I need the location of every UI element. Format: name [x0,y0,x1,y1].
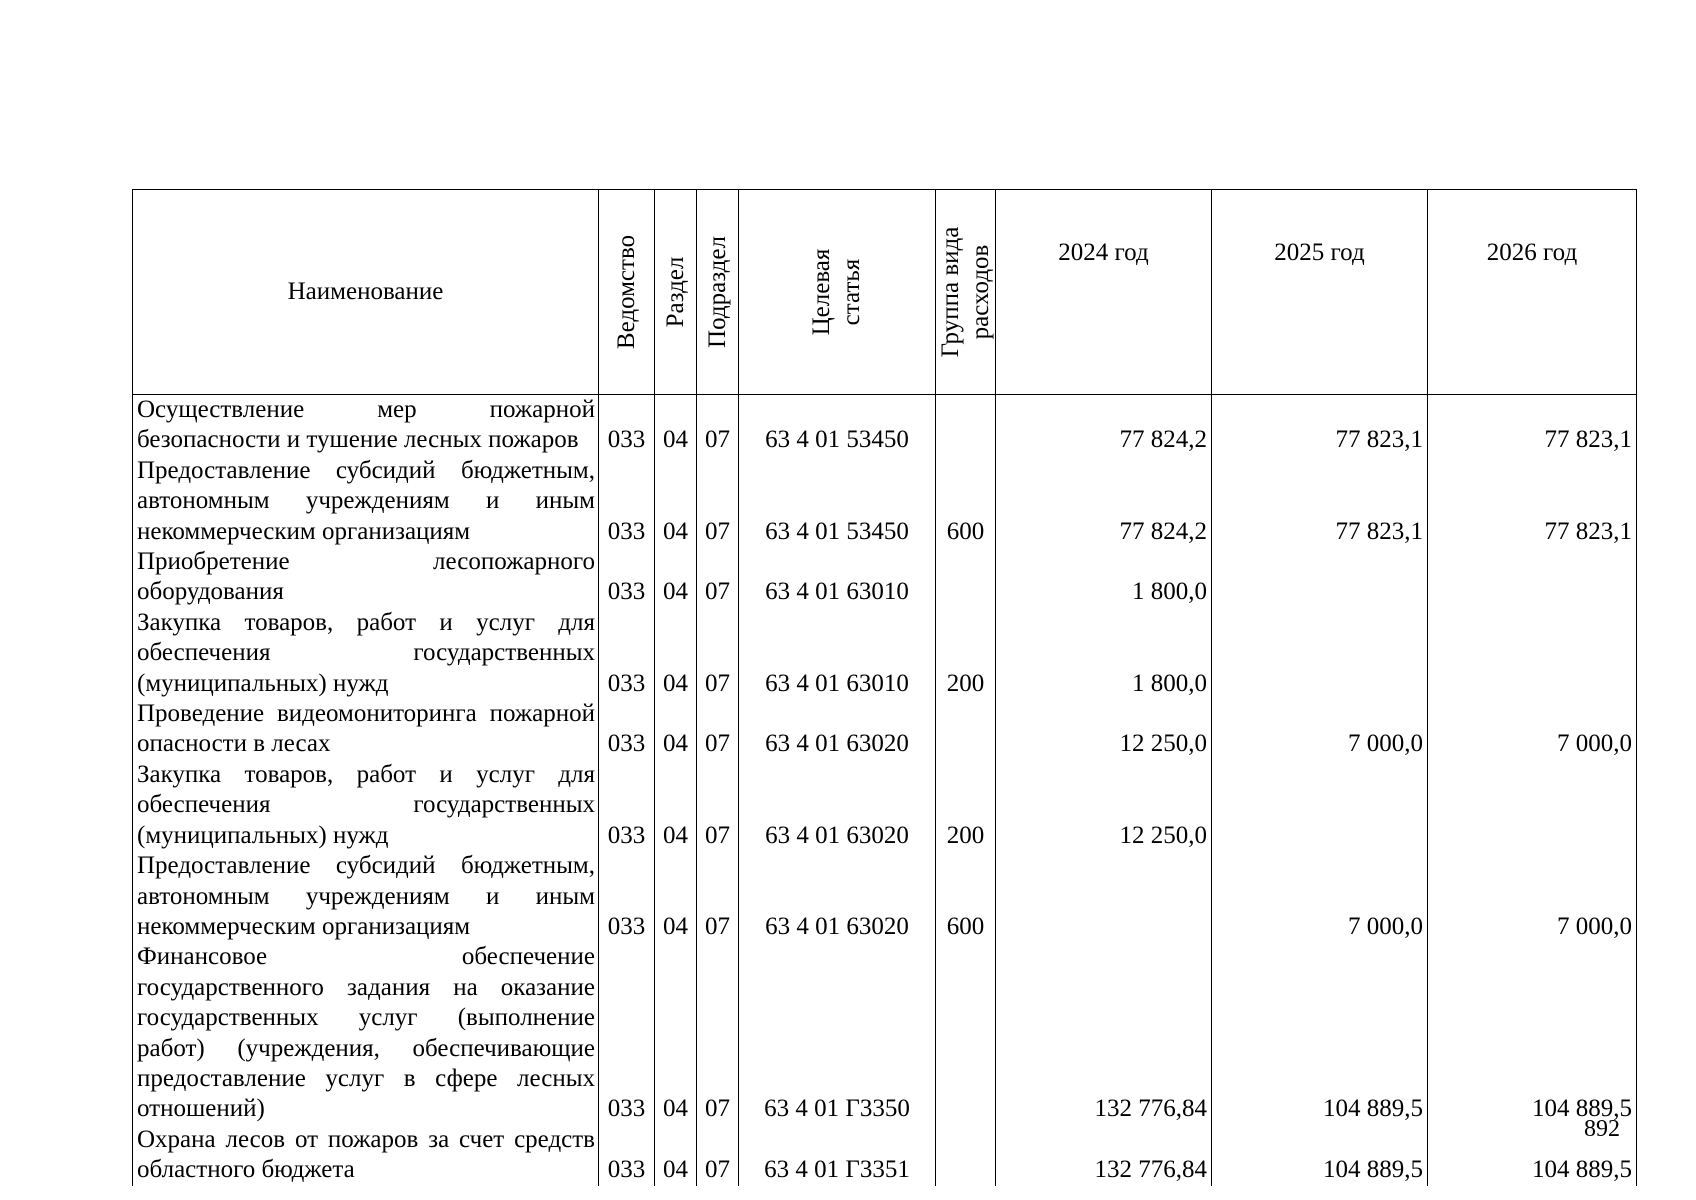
row-amount-2025: 104 889,5 [1212,1125,1428,1186]
row-razdel: 04 [655,395,697,456]
table-row [133,456,1637,547]
row-target-article: 63 4 01 63010 [739,547,936,608]
row-vedomstvo: 033 [599,395,655,456]
row-amount-2026: 77 823,1 [1428,395,1637,456]
row-razdel: 04 [655,760,697,851]
row-amount-2024: 12 250,0 [996,699,1212,760]
row-name: Осуществление мер пожарной безопасности и тушение лесных пожаров [133,395,599,456]
row-name: Охрана лесов от пожаров за счет средств областного бюджета [133,1125,599,1186]
row-amount-2025 [1212,608,1428,699]
row-vedomstvo: 033 [599,851,655,942]
row-amount-2024: 1 800,0 [996,547,1212,608]
table-row [133,1125,1637,1186]
header-2024: 2024 год [996,190,1212,395]
header-2025: 2025 год [1212,190,1428,395]
row-amount-2025: 7 000,0 [1212,699,1428,760]
row-amount-2026 [1428,760,1637,851]
row-vedomstvo: 033 [599,942,655,1124]
row-target-article: 63 4 01 Г3350 [739,942,936,1124]
row-amount-2026: 7 000,0 [1428,699,1637,760]
row-name: Предоставление субсидий бюджетным, автономным учреждениям и иным некоммерческим организациям [133,851,599,942]
table-row [133,395,1637,456]
row-vedomstvo: 033 [599,547,655,608]
row-vedomstvo: 033 [599,760,655,851]
row-amount-2024: 1 800,0 [996,608,1212,699]
row-target-article: 63 4 01 53450 [739,395,936,456]
row-expense-group: 600 [936,851,996,942]
row-amount-2024: 12 250,0 [996,760,1212,851]
row-target-article: 63 4 01 63020 [739,760,936,851]
row-amount-2026: 77 823,1 [1428,456,1637,547]
row-razdel: 04 [655,1125,697,1186]
row-target-article: 63 4 01 63010 [739,608,936,699]
row-amount-2024 [996,851,1212,942]
row-amount-2024: 132 776,84 [996,1125,1212,1186]
row-vedomstvo: 033 [599,608,655,699]
table-row [133,851,1637,942]
budget-table [132,189,1637,1186]
table-row [133,699,1637,760]
row-amount-2026: 104 889,5 [1428,942,1637,1124]
row-amount-2025 [1212,547,1428,608]
row-podrazdel: 07 [697,699,739,760]
header-razdel: Раздел [655,190,697,395]
row-name: Закупка товаров, работ и услуг для обеспечения государственных (муниципальных) нужд [133,608,599,699]
row-razdel: 04 [655,547,697,608]
row-razdel: 04 [655,851,697,942]
row-target-article: 63 4 01 53450 [739,456,936,547]
row-amount-2024: 77 824,2 [996,456,1212,547]
row-amount-2025 [1212,760,1428,851]
row-vedomstvo: 033 [599,456,655,547]
row-expense-group [936,699,996,760]
row-amount-2025: 77 823,1 [1212,395,1428,456]
row-expense-group: 200 [936,608,996,699]
header-target-article: Целевая статья [739,190,936,395]
row-expense-group [936,395,996,456]
table-row [133,942,1637,1124]
row-amount-2026: 104 889,5 [1428,1125,1637,1186]
row-target-article: 63 4 01 63020 [739,699,936,760]
row-podrazdel: 07 [697,395,739,456]
row-razdel: 04 [655,942,697,1124]
row-razdel: 04 [655,608,697,699]
row-expense-group [936,942,996,1124]
row-name: Финансовое обеспечение государственного задания на оказание государственных услуг (выполнение работ) (учреждения, обеспечивающие предоставление услуг в сфере лесных отношений) [133,942,599,1124]
row-name: Предоставление субсидий бюджетным, автономным учреждениям и иным некоммерческим организациям [133,456,599,547]
row-vedomstvo: 033 [599,699,655,760]
row-razdel: 04 [655,699,697,760]
row-amount-2024: 77 824,2 [996,395,1212,456]
row-target-article: 63 4 01 63020 [739,851,936,942]
header-podrazdel: Подраздел [697,190,739,395]
row-name: Проведение видеомониторинга пожарной опасности в лесах [133,699,599,760]
row-vedomstvo: 033 [599,1125,655,1186]
row-podrazdel: 07 [697,608,739,699]
row-amount-2026 [1428,547,1637,608]
row-amount-2025: 104 889,5 [1212,942,1428,1124]
row-name: Закупка товаров, работ и услуг для обеспечения государственных (муниципальных) нужд [133,760,599,851]
row-podrazdel: 07 [697,456,739,547]
row-amount-2025: 77 823,1 [1212,456,1428,547]
row-expense-group [936,1125,996,1186]
row-podrazdel: 07 [697,1125,739,1186]
table-row [133,760,1637,851]
row-amount-2025: 7 000,0 [1212,851,1428,942]
row-amount-2026: 7 000,0 [1428,851,1637,942]
header-vedomstvo: Ведомство [599,190,655,395]
header-2026: 2026 год [1428,190,1637,395]
table-row [133,608,1637,699]
table-row [133,547,1637,608]
row-podrazdel: 07 [697,942,739,1124]
row-target-article: 63 4 01 Г3351 [739,1125,936,1186]
row-podrazdel: 07 [697,851,739,942]
header-expense-group: Группа вида расходов [936,190,996,395]
header-name: Наименование [133,190,599,395]
row-amount-2024: 132 776,84 [996,942,1212,1124]
row-expense-group: 200 [936,760,996,851]
row-amount-2026 [1428,608,1637,699]
row-expense-group [936,547,996,608]
row-name: Приобретение лесопожарного оборудования [133,547,599,608]
row-expense-group: 600 [936,456,996,547]
row-podrazdel: 07 [697,547,739,608]
page-number: 892 [1584,1116,1620,1142]
row-razdel: 04 [655,456,697,547]
header-row [133,190,1637,395]
row-podrazdel: 07 [697,760,739,851]
